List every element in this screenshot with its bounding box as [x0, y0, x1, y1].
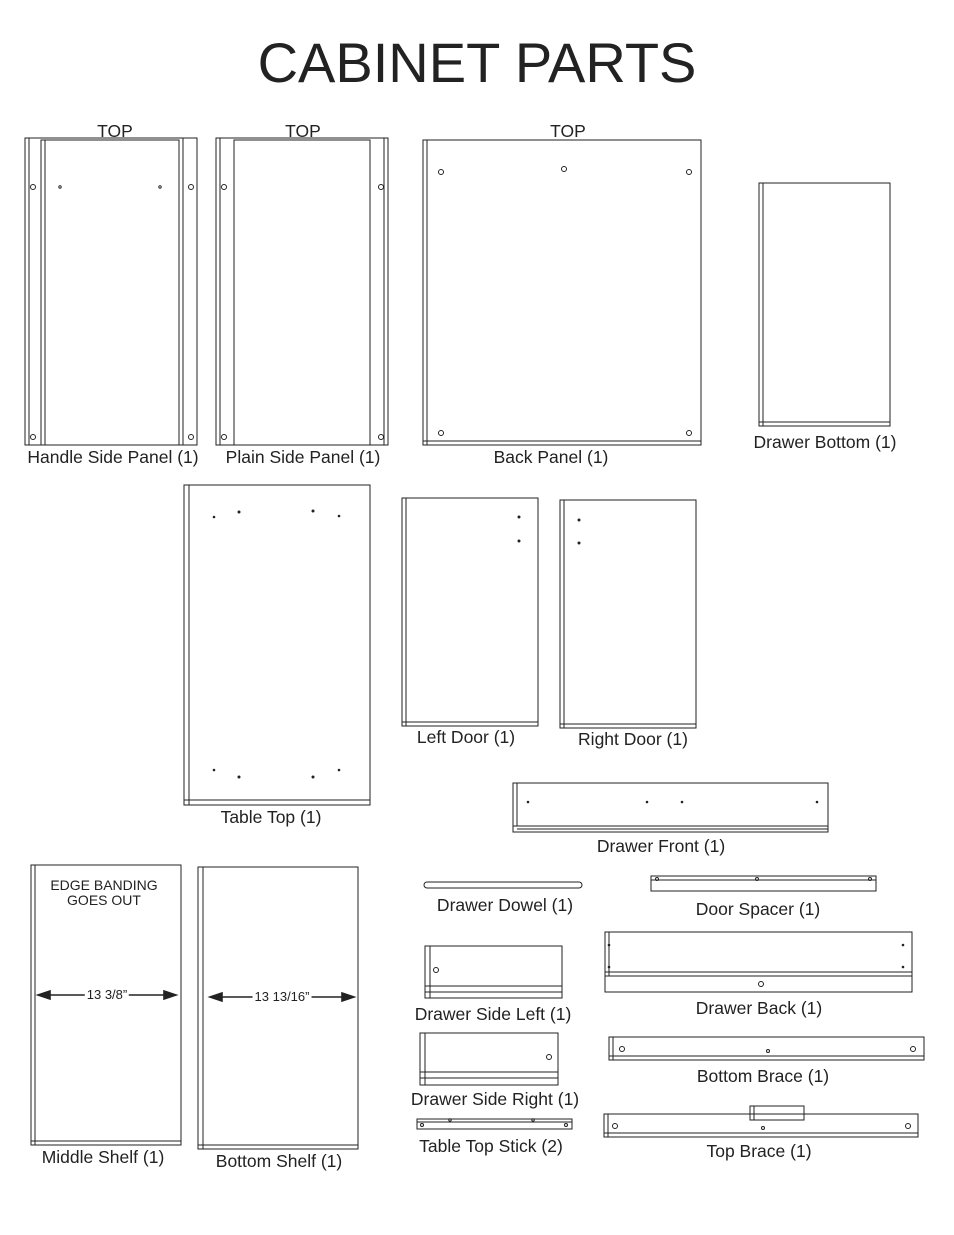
bottom-shelf-width-label: 13 13/16” [254, 989, 310, 1004]
edge-banding-note [50, 878, 157, 908]
bottom-shelf-shape [198, 867, 358, 1149]
door-spacer-label: Door Spacer (1) [695, 899, 821, 919]
handle-side-panel-shape [25, 138, 197, 445]
page-title: CABINET PARTS [257, 31, 697, 94]
drawer-side-right-label: Drawer Side Right (1) [410, 1089, 580, 1109]
top-brace-shape [604, 1106, 918, 1137]
drawer-bottom-label: Drawer Bottom (1) [753, 432, 897, 452]
left-door-label: Left Door (1) [416, 727, 516, 747]
middle-shelf-label: Middle Shelf (1) [41, 1147, 165, 1167]
drawer-dowel-shape [424, 882, 582, 888]
drawer-front-shape [513, 783, 828, 832]
back-panel-top-label: TOP [550, 121, 586, 141]
handle-side-panel-label: Handle Side Panel (1) [27, 447, 199, 467]
handle-side-panel-top-label: TOP [97, 121, 133, 141]
drawer-side-right-shape [420, 1033, 558, 1085]
bottom-brace-shape [609, 1037, 924, 1060]
drawer-side-left-shape [425, 946, 562, 998]
table-top-stick-label: Table Top Stick (2) [419, 1136, 563, 1156]
door-spacer-shape [651, 876, 876, 891]
table-top-stick-shape [417, 1119, 572, 1129]
bottom-shelf-label: Bottom Shelf (1) [215, 1151, 343, 1171]
bottom-brace-label: Bottom Brace (1) [696, 1066, 830, 1086]
edge-banding-line-2: GOES OUT [67, 892, 141, 908]
table-top-label: Table Top (1) [220, 807, 322, 827]
plain-side-panel-top-label: TOP [285, 121, 321, 141]
drawer-back-label: Drawer Back (1) [695, 998, 823, 1018]
plain-side-panel-shape [216, 138, 388, 445]
plain-side-panel-label: Plain Side Panel (1) [225, 447, 381, 467]
back-panel-shape [423, 140, 701, 445]
right-door-label: Right Door (1) [578, 729, 688, 749]
top-brace-label: Top Brace (1) [706, 1141, 812, 1161]
drawer-dowel-label: Drawer Dowel (1) [436, 895, 574, 915]
middle-shelf-width-label: 13 3/8” [86, 987, 128, 1002]
right-door-shape [560, 500, 696, 728]
drawer-front-label: Drawer Front (1) [596, 836, 726, 856]
table-top-shape [184, 485, 370, 805]
drawer-bottom-shape [759, 183, 890, 426]
left-door-shape [402, 498, 538, 726]
drawer-back-shape [605, 932, 912, 992]
edge-banding-line-1: EDGE BANDING [50, 877, 158, 893]
back-panel-label: Back Panel (1) [493, 447, 609, 467]
drawer-side-left-label: Drawer Side Left (1) [414, 1004, 572, 1024]
